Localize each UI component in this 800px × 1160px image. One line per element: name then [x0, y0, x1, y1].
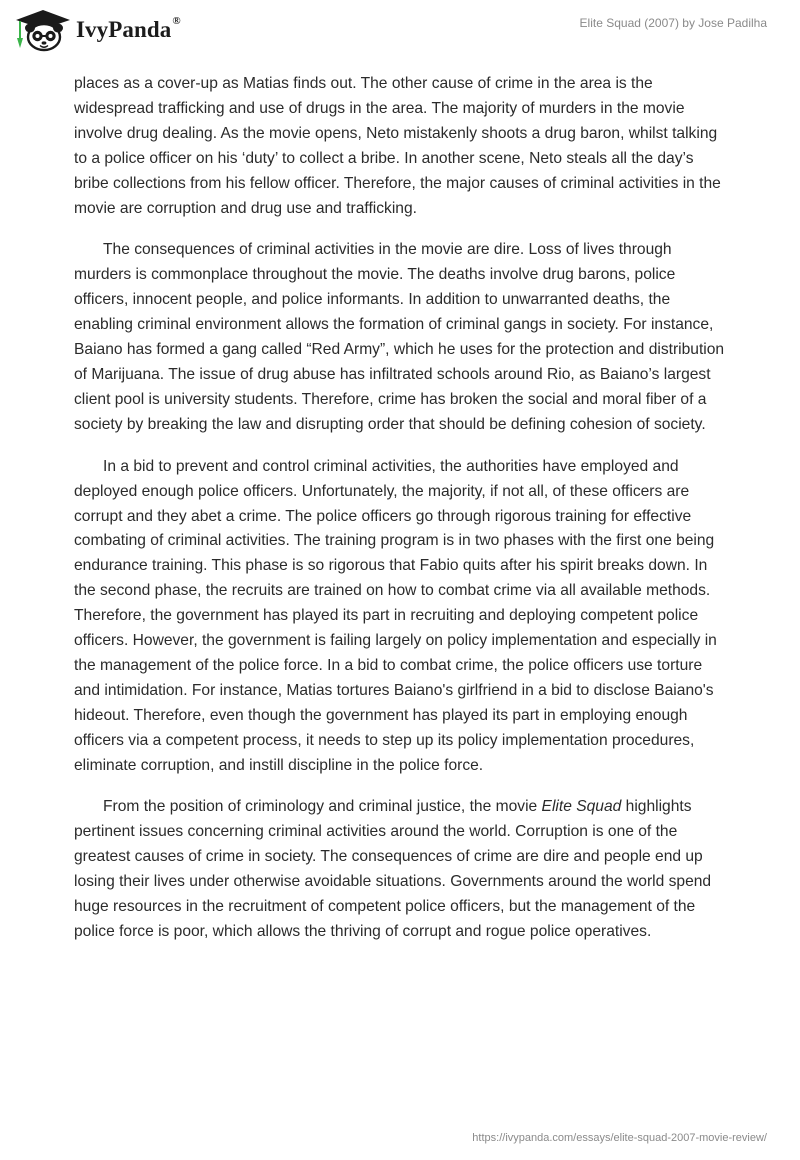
page-header	[0, 0, 800, 66]
brand-name: IvyPanda®	[76, 15, 181, 42]
ivypanda-logo-link[interactable]	[14, 8, 181, 52]
paragraph-4-start: From the position of criminology and criminal justice, the movie	[103, 798, 542, 816]
panda-graduate-icon	[14, 8, 72, 52]
source-url-link[interactable]: https://ivypanda.com/essays/elite-squad-2007-movie-review/	[472, 1132, 767, 1144]
paragraph-3: In a bid to prevent and control criminal activities, the authorities have employed and deployed enough police officers. Unfortunately, the majority, if not all, of these officers are corrupt and they abet a crime. The police officers go through rigorous training for effective combating of criminal activities. The training program is in two phases with the first one being endurance training. This phase is so rigorous that Fabio quits after his spirit breaks down. In the second phase, the recruits are trained on how to combat crime via all available methods. Therefore, the government has played its part in recruiting and deploying competent police officers. However, the government is failing largely on policy implementation and especially in the management of the police force. In a bid to combat crime, the police officers use torture and intimidation. For instance, Matias tortures Baiano's girlfriend in a bid to disclose Baiano's hideout. Therefore, even though the government has played its part in employing enough officers via a competent process, it needs to step up its policy implementation procedures, eliminate corruption, and instill discipline in the police force.	[74, 457, 717, 774]
paragraph-4-end: highlights pertinent issues concerning criminal activities around the world. Corruption is one of the greatest causes of crime in society. The consequences of crime are dire and people end up losing their lives under otherwise avoidable situations. Governments around the world spend huge resources in the recruitment of competent police officers, but the management of the police force is poor, which allows the thriving of corrupt and rogue police operatives.	[74, 798, 712, 940]
movie-title-italic: Elite Squad	[541, 798, 622, 816]
essay-body	[74, 72, 726, 962]
paragraph-2: The consequences of criminal activities in the movie are dire. Loss of lives through murders is commonplace throughout the movie. The deaths involve drug barons, police officers, innocent people, and police informants. In addition to unwarranted deaths, the enabling criminal environment allows the formation of criminal gangs in society. For instance, Baiano has formed a gang called “Red Army”, which he uses for the protection and distribution of Marijuana. The issue of drug abuse has infiltrated schools around Rio, as Baiano’s largest client pool is university students. Therefore, crime has broken the social and moral fiber of a society by breaking the law and disrupting order that should be defining cohesion of society.	[74, 241, 725, 433]
paragraph-1: places as a cover-up as Matias finds out. The other cause of crime in the area is the widespread trafficking and use of drugs in the area. The majority of murders in the movie involve drug dealing. As the movie opens, Neto mistakenly shoots a drug baron, whilst talking to a police officer on his ‘duty’ to collect a bribe. In another scene, Neto steals all the day’s bribe collections from his fellow officer. Therefore, the major causes of criminal activities in the movie are corruption and drug use and trafficking.	[74, 75, 721, 217]
document-title: Elite Squad (2007) by Jose Padilha	[579, 16, 767, 30]
registered-mark: ®	[172, 15, 181, 28]
paragraph-4	[74, 795, 726, 944]
